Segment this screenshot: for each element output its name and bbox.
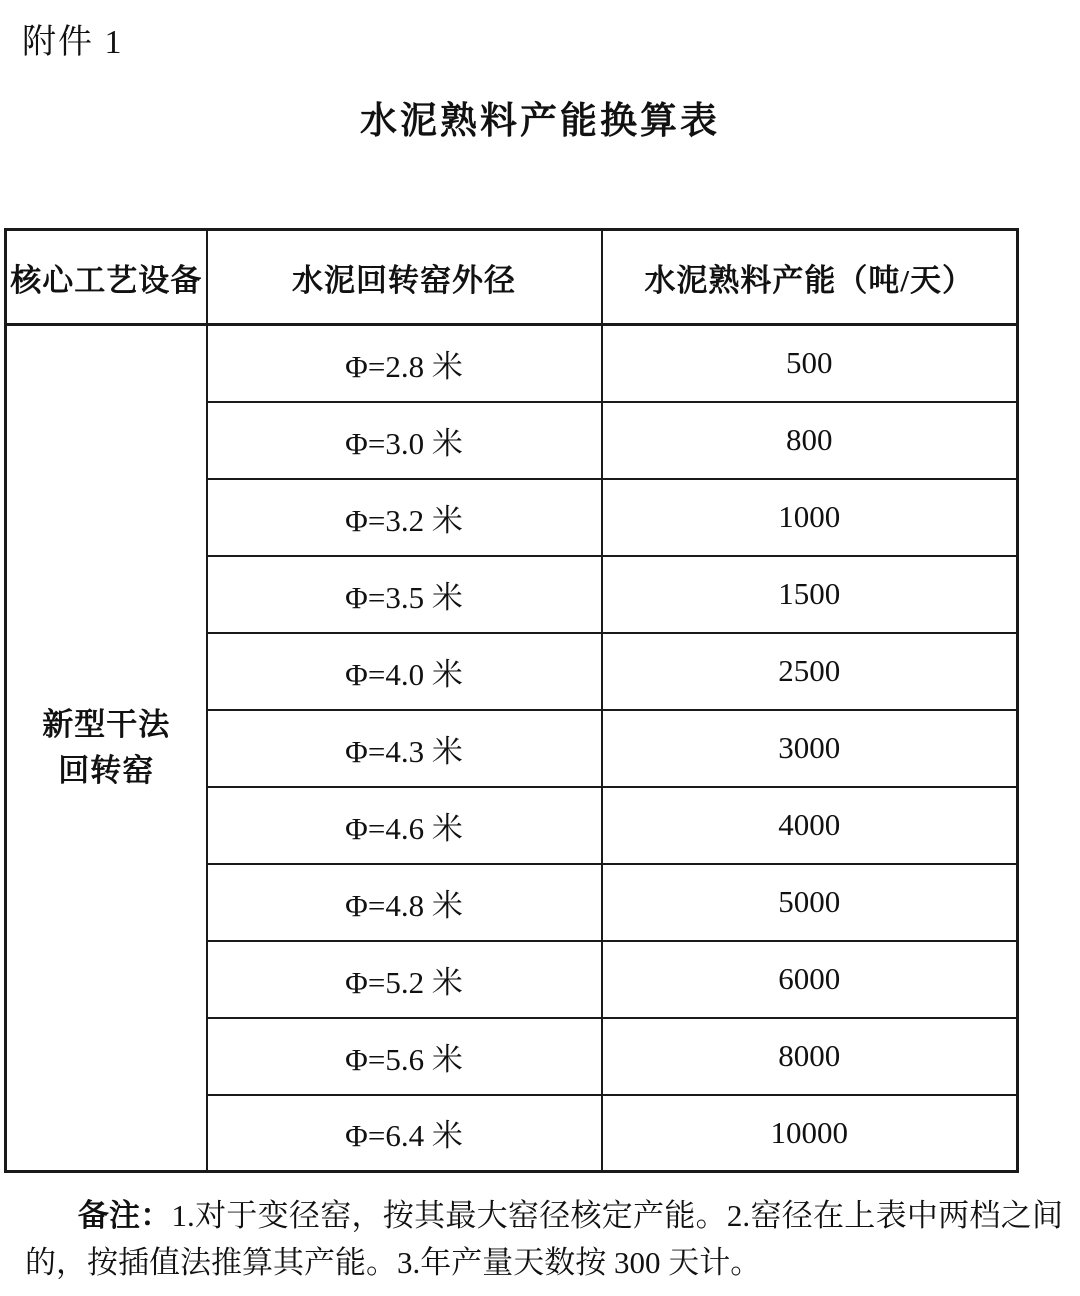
kiln-diameter-cell: Φ=3.5 米	[207, 556, 602, 633]
capacity-conversion-table	[4, 228, 1019, 1173]
equipment-cell	[6, 325, 207, 1172]
header-kiln-diameter: 水泥回转窑外径	[207, 230, 602, 325]
kiln-diameter-cell: Φ=4.8 米	[207, 864, 602, 941]
equipment-line1: 新型干法	[42, 706, 171, 742]
kiln-diameter-cell: Φ=4.6 米	[207, 787, 602, 864]
table-row	[6, 325, 1018, 402]
capacity-cell: 4000	[602, 787, 1018, 864]
table-header	[6, 230, 1018, 325]
kiln-diameter-cell: Φ=5.6 米	[207, 1018, 602, 1095]
kiln-diameter-cell: Φ=6.4 米	[207, 1095, 602, 1172]
attachment-label: 附件 1	[22, 24, 124, 61]
capacity-cell: 8000	[602, 1018, 1018, 1095]
capacity-cell: 10000	[602, 1095, 1018, 1172]
capacity-cell: 6000	[602, 941, 1018, 1018]
capacity-cell: 5000	[602, 864, 1018, 941]
capacity-cell: 500	[602, 325, 1018, 402]
kiln-diameter-cell: Φ=3.2 米	[207, 479, 602, 556]
page-title: 水泥熟料产能换算表	[360, 101, 720, 142]
header-equipment: 核心工艺设备	[6, 230, 207, 325]
capacity-cell: 800	[602, 402, 1018, 479]
footnote	[25, 1192, 1063, 1286]
kiln-diameter-cell: Φ=3.0 米	[207, 402, 602, 479]
kiln-diameter-cell: Φ=5.2 米	[207, 941, 602, 1018]
footnote-text: 1.对于变径窑，按其最大窑径核定产能。2.窑径在上表中两档之间的，按插值法推算其产能。3.年产量天数按 300 天计。	[25, 1198, 1064, 1280]
capacity-cell: 2500	[602, 633, 1018, 710]
capacity-cell: 1000	[602, 479, 1018, 556]
kiln-diameter-cell: Φ=4.3 米	[207, 710, 602, 787]
capacity-cell: 1500	[602, 556, 1018, 633]
capacity-cell: 3000	[602, 710, 1018, 787]
header-clinker-capacity: 水泥熟料产能（吨/天）	[602, 230, 1018, 325]
kiln-diameter-cell: Φ=2.8 米	[207, 325, 602, 402]
equipment-line2: 回转窑	[58, 753, 155, 788]
footnote-label: 备注：	[77, 1198, 172, 1233]
table-body	[6, 325, 1018, 1172]
kiln-diameter-cell: Φ=4.0 米	[207, 633, 602, 710]
table-header-row	[6, 230, 1018, 325]
